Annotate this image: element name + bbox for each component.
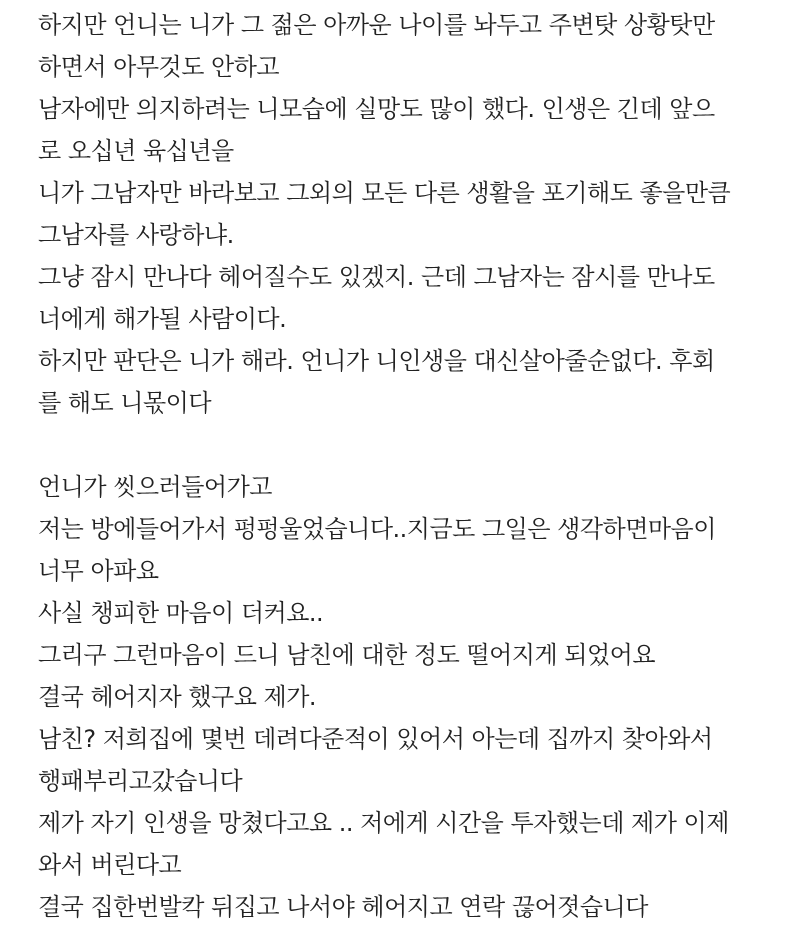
text-line: 남자에만 의지하려는 니모습에 실망도 많이 했다. 인생은 긴데 앞으 bbox=[38, 95, 715, 123]
text-line: 그남자를 사랑하냐. bbox=[38, 221, 234, 249]
text-line: 제가 자기 인생을 망쳤다고요 .. 저에게 시간을 투자했는데 제가 이제 bbox=[38, 809, 729, 837]
text-line: 너무 아파요 bbox=[38, 557, 159, 585]
text-line: 하면서 아무것도 안하고 bbox=[38, 53, 280, 81]
text-line: 와서 버린다고 bbox=[38, 851, 182, 879]
text-line: 결국 집한번발칵 뒤집고 나서야 헤어지고 연락 끊어졋습니다 bbox=[38, 893, 648, 921]
text-line: 결국 헤어지자 했구요 제가. bbox=[38, 683, 317, 711]
text-line: 그리구 그런마음이 드니 남친에 대한 정도 떨어지게 되었어요 bbox=[38, 641, 656, 669]
text-line: 저는 방에들어가서 펑펑울었습니다..지금도 그일은 생각하면마음이 bbox=[38, 515, 716, 543]
text-line: 하지만 언니는 니가 그 젊은 아까운 나이를 놔두고 주변탓 상황탓만 bbox=[38, 11, 715, 39]
text-line: 너에게 해가될 사람이다. bbox=[38, 305, 287, 333]
text-line: 로 오십년 육십년을 bbox=[38, 137, 234, 165]
text-line: 하지만 판단은 니가 해라. 언니가 니인생을 대신살아줄순없다. 후회 bbox=[38, 347, 715, 375]
paragraph-spacer bbox=[38, 424, 776, 466]
text-line: 니가 그남자만 바라보고 그외의 모든 다른 생활을 포기해도 좋을만큼 bbox=[38, 179, 731, 207]
text-line: 그냥 잠시 만나다 헤어질수도 있겠지. 근데 그남자는 잠시를 만나도 bbox=[38, 263, 715, 291]
text-line: 언니가 씻으러들어가고 bbox=[38, 473, 272, 501]
text-line: 사실 챙피한 마음이 더커요.. bbox=[38, 599, 324, 627]
text-line: 행패부리고갔습니다 bbox=[38, 767, 243, 795]
text-line: 를 해도 니몫이다 bbox=[38, 389, 212, 417]
text-line: 남친? 저희집에 몇번 데려다준적이 있어서 아는데 집까지 찾아와서 bbox=[38, 725, 713, 753]
post-body bbox=[0, 4, 800, 937]
